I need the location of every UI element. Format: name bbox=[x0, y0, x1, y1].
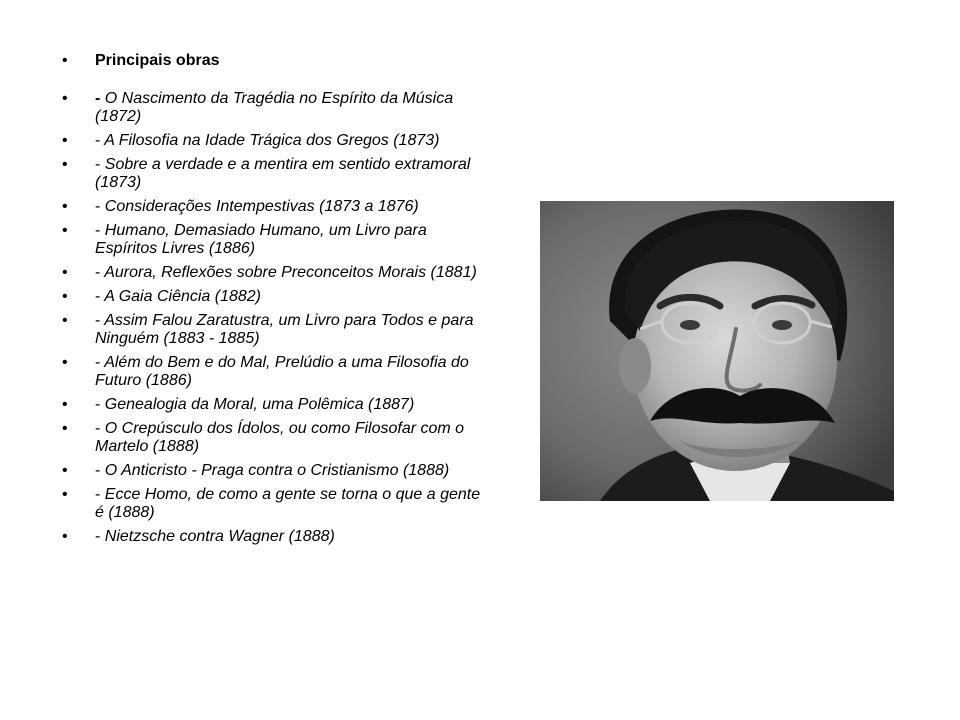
work-title: Nietzsche contra Wagner (1888) bbox=[104, 528, 335, 545]
work-dash: - bbox=[95, 132, 101, 149]
bullet-icon: • bbox=[62, 132, 68, 149]
bullet-icon: • bbox=[62, 90, 68, 107]
work-dash: - bbox=[95, 156, 101, 173]
bullet-icon: • bbox=[62, 52, 68, 69]
work-dash: - bbox=[95, 222, 101, 239]
bullet-icon: • bbox=[62, 222, 68, 239]
work-item bbox=[62, 222, 482, 258]
work-item bbox=[62, 528, 482, 546]
work-title: Genealogia da Moral, uma Polêmica (1887) bbox=[104, 396, 415, 413]
work-title: Sobre a verdade e a mentira em sentido extramoral (1873) bbox=[95, 156, 471, 191]
work-item bbox=[62, 462, 482, 480]
work-dash: - bbox=[95, 90, 101, 107]
work-title: O Anticristo - Praga contra o Cristianismo (1888) bbox=[104, 462, 450, 479]
work-title: Humano, Demasiado Humano, um Livro para Espíritos Livres (1886) bbox=[95, 222, 427, 257]
bullet-icon: • bbox=[62, 264, 68, 281]
work-dash: - bbox=[95, 198, 101, 215]
work-title: Aurora, Reflexões sobre Preconceitos Morais (1881) bbox=[104, 264, 477, 281]
works-list bbox=[62, 52, 482, 546]
bullet-icon: • bbox=[62, 528, 68, 545]
bullet-icon: • bbox=[62, 486, 68, 503]
bullet-icon: • bbox=[62, 156, 68, 173]
works-list-container bbox=[62, 52, 482, 552]
bullet-icon: • bbox=[62, 462, 68, 479]
work-item bbox=[62, 156, 482, 192]
bullet-icon: • bbox=[62, 396, 68, 413]
work-dash: - bbox=[95, 528, 101, 545]
section-heading: Principais obras bbox=[95, 52, 220, 69]
work-item bbox=[62, 354, 482, 390]
list-heading-item bbox=[62, 52, 482, 70]
bullet-icon: • bbox=[62, 420, 68, 437]
work-item bbox=[62, 90, 482, 126]
work-dash: - bbox=[95, 264, 101, 281]
bullet-icon: • bbox=[62, 198, 68, 215]
work-item bbox=[62, 132, 482, 150]
work-title: O Crepúsculo dos Ídolos, ou como Filosofar com o Martelo (1888) bbox=[95, 420, 465, 455]
work-item bbox=[62, 264, 482, 282]
work-dash: - bbox=[95, 420, 101, 437]
bullet-icon: • bbox=[62, 312, 68, 329]
work-title: Ecce Homo, de como a gente se torna o que a gente é (1888) bbox=[95, 486, 481, 521]
work-title: Assim Falou Zaratustra, um Livro para Todos e para Ninguém (1883 - 1885) bbox=[95, 312, 474, 347]
work-dash: - bbox=[95, 354, 101, 371]
work-item bbox=[62, 288, 482, 306]
work-dash: - bbox=[95, 288, 101, 305]
portrait-illustration bbox=[540, 201, 894, 501]
bullet-icon: • bbox=[62, 354, 68, 371]
work-dash: - bbox=[95, 312, 101, 329]
portrait-photo bbox=[540, 201, 894, 501]
work-title: A Filosofia na Idade Trágica dos Gregos (1873) bbox=[104, 132, 440, 149]
work-item bbox=[62, 420, 482, 456]
work-item bbox=[62, 486, 482, 522]
work-title: Além do Bem e do Mal, Prelúdio a uma Filosofia do Futuro (1886) bbox=[95, 354, 469, 389]
work-title: O Nascimento da Tragédia no Espírito da Música (1872) bbox=[95, 90, 454, 125]
work-title: A Gaia Ciência (1882) bbox=[104, 288, 262, 305]
bullet-icon: • bbox=[62, 288, 68, 305]
work-item bbox=[62, 396, 482, 414]
work-dash: - bbox=[95, 462, 101, 479]
work-dash: - bbox=[95, 486, 101, 503]
work-dash: - bbox=[95, 396, 101, 413]
work-title: Considerações Intempestivas (1873 a 1876) bbox=[104, 198, 419, 215]
work-item bbox=[62, 312, 482, 348]
work-item bbox=[62, 198, 482, 216]
